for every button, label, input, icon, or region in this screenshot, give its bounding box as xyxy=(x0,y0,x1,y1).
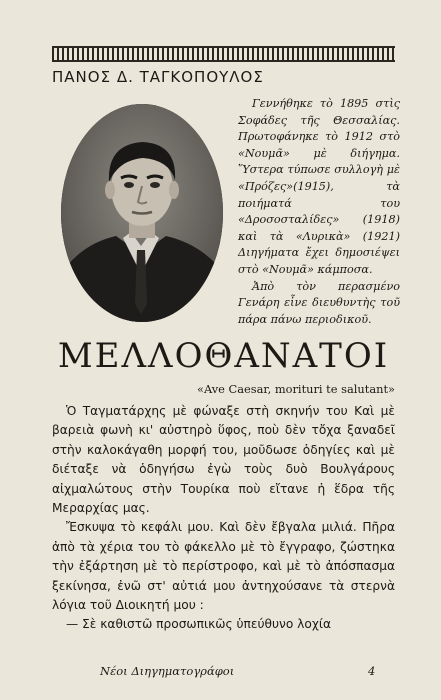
story-paragraph: — Σὲ καθιστῶ προσωπικῶς ὑπεύθυνο λοχία xyxy=(66,617,332,632)
bio-paragraph: Ἀπὸ τὸν περασμένο Γενάρη εἶνε διευθυντὴς τοῦ πάρα πάνω περιοδικοῦ. xyxy=(238,279,400,326)
portrait-illustration xyxy=(61,104,223,322)
story-paragraph: Ἔσκυψα τὸ κεφάλι μου. Καὶ δὲν ἔβγαλα μιλιά. Πῆρα ἀπὸ τὰ χέρια του τὸ φάκελλο μὲ τὸ ἔγγραφο, ζώστηκα τὴν ἐξάρτηση μὲ τὸ περίστροφο, καὶ μὲ τὸ ἀπόσπασμα ξεκίνησα, ἐνῶ στ' αὐτιά μου ἀντηχούσανε τὰ στερνὰ λόγια τοῦ Διοικητή μου : xyxy=(52,520,395,613)
author-biography xyxy=(238,96,400,328)
story-body xyxy=(52,402,395,635)
page-number: 4 xyxy=(368,664,376,678)
header-ornament-band xyxy=(52,46,395,62)
story-title: ΜΕΛΛΟΘΑΝΑΤΟΙ xyxy=(57,336,390,376)
story-paragraph: Ὁ Ταγματάρχης μὲ φώναξε στὴ σκηνήν του Καὶ μὲ βαρειὰ φωνὴ κι' αὐστηρὸ ὕφος, ποὺ δὲν τὄχα ξαναδεῖ στὴν καλοκάγαθη μορφή του, μοῦδωσε ὁδηγίες καὶ μὲ διέταξε νὰ ὁδηγήσω ἐγὼ τοὺς δυὸ Βουλγάρους αἰχμαλώτους στὴν Τουρίκα ποὺ εἴτανε ἡ ἕδρα τῆς Μεραρχίας μας. xyxy=(52,404,395,516)
running-footer-title: Νέοι Διηγηματογράφοι xyxy=(100,664,235,678)
author-name-heading: ΠΑΝΟΣ Δ. ΤΑΓΚΟΠΟΥΛΟΣ xyxy=(52,68,264,86)
story-epigraph: «Ave Caesar, morituri te salutant» xyxy=(196,382,395,396)
bio-paragraph: Γεννήθηκε τὸ 1895 στὶς Σοφάδες τῆς Θεσσαλίας. Πρωτοφάνηκε τὸ 1912 στὸ «Νουμᾶ» μὲ διήγημα. Ὕστερα τύπωσε συλλογὴ μὲ «Πρόζες»(1915), τὰ ποιήματά του «Δροσοσταλίδες» (1918) καὶ τὰ «Λυρικὰ» (1921) Διηγήματα ἔχει δημοσιέψει στὸ «Νουμᾶ» κάμποσα. xyxy=(238,97,400,276)
author-portrait-photo xyxy=(61,104,223,322)
